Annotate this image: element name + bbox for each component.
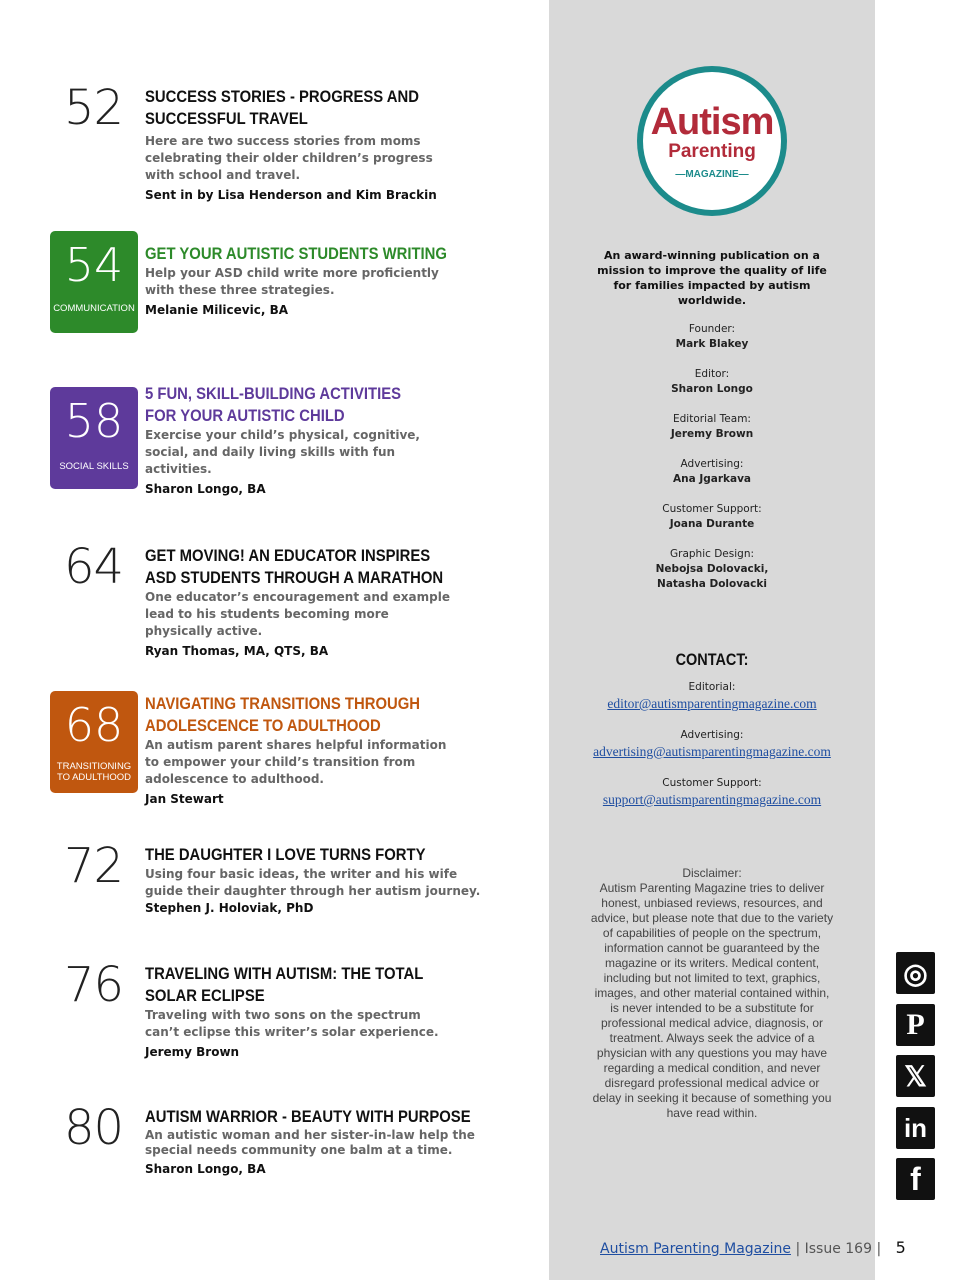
section-label: COMMUNICATION (53, 303, 135, 314)
toc-entry-68[interactable] (50, 691, 510, 811)
staff-editor (567, 367, 857, 397)
staff-role: Founder: (688, 323, 736, 335)
editorial-email-link[interactable]: editor@autismparentingmagazine.com (607, 696, 817, 711)
toc-entry-80[interactable] (50, 1100, 510, 1186)
page-number: 58 (64, 394, 124, 448)
staff-editorial-team (567, 412, 857, 442)
staff-name: Nebojsa Dolovacki, (655, 563, 769, 575)
pinterest-icon[interactable]: P (896, 1004, 935, 1046)
logo-word-parenting: Parenting (668, 141, 756, 162)
article-description: Using four basic ideas, the writer and his wife guide their daughter through her autism journey. (145, 867, 481, 898)
toc-entry-76[interactable] (50, 957, 510, 1067)
article-title[interactable]: THE DAUGHTER I LOVE TURNS FORTY (145, 846, 426, 864)
toc-entry-58[interactable] (50, 385, 510, 496)
staff-name: Mark Blakey (675, 338, 749, 350)
section-badge-communication (50, 231, 138, 333)
staff-name: Joana Durante (669, 518, 755, 530)
staff-graphic-design (567, 547, 857, 592)
page-number: 72 (64, 838, 124, 894)
footer-separator: | (795, 1241, 801, 1257)
section-badge-social-skills (50, 387, 138, 489)
article-title[interactable]: AUTISM WARRIOR - BEAUTY WITH PURPOSE (145, 1108, 471, 1126)
article-description: Here are two success stories from moms celebrating their older children’s progress with school and travel. (145, 134, 433, 182)
article-author: Sent in by Lisa Henderson and Kim Brackin (145, 188, 437, 202)
instagram-icon[interactable]: ◎ (896, 952, 935, 994)
article-author: Jan Stewart (145, 792, 224, 806)
section-label: TRANSITIONING TO ADULTHOOD (56, 761, 132, 783)
x-icon[interactable]: 𝕏 (896, 1055, 935, 1097)
magazine-logo[interactable] (637, 66, 787, 216)
article-description: One educator’s encouragement and example lead to his students becoming more physically active. (145, 590, 450, 638)
page-footer (600, 1238, 906, 1257)
toc-entry-54[interactable] (50, 231, 510, 335)
article-description: Exercise your child’s physical, cognitive, social, and daily living skills with fun activities. (145, 428, 420, 476)
article-author: Sharon Longo, BA (145, 1162, 266, 1176)
contact-label: Editorial: (688, 681, 736, 693)
article-description: Traveling with two sons on the spectrum can’t eclipse this writer’s solar experience. (145, 1008, 439, 1039)
contact-label: Advertising: (680, 729, 744, 741)
disclaimer-heading: Disclaimer: (682, 866, 742, 880)
staff-name: Ana Jgarkava (672, 473, 752, 485)
disclaimer-text: Autism Parenting Magazine tries to deliver honest, unbiased reviews, resources, and advice, but please note that due to the variety of capabilities of people on the spectrum, information cannot be guaranteed by the magazine or its writers. Medical content, including but not limited to text, graphics, images, and other material contained within, is never intended to be a substitute for professional medical advice, diagnosis, or treatment. Always seek the advice of a physician with any questions you may have regarding a medical condition, and never disregard professional medical advice or delay in seeking it because of something you have read within. (590, 881, 834, 1120)
toc-entry-52[interactable] (50, 80, 510, 206)
logo-word-autism: Autism (650, 101, 774, 143)
staff-role: Editorial Team: (673, 413, 751, 425)
staff-role: Editor: (694, 368, 730, 380)
page-number: 76 (64, 957, 124, 1013)
article-title[interactable]: 5 FUN, SKILL-BUILDING ACTIVITIES FOR YOUR AUTISTIC CHILD (145, 385, 402, 425)
issue-number: Issue 169 (804, 1241, 872, 1257)
footer-separator: | (876, 1241, 882, 1257)
mission-statement: An award-winning publication on a mission to improve the quality of life for families impacted by autism worldwide. (597, 249, 827, 307)
advertising-email-link[interactable]: advertising@autismparentingmagazine.com (593, 744, 831, 759)
article-author: Ryan Thomas, MA, QTS, BA (145, 644, 329, 658)
staff-advertising (567, 457, 857, 487)
article-author: Melanie Milicevic, BA (145, 303, 289, 317)
article-description: An autistic woman and her sister-in-law help the special needs community one balm at a time. (145, 1128, 475, 1157)
section-badge-transitioning (50, 691, 138, 793)
page-number: 80 (64, 1100, 124, 1156)
facebook-icon[interactable]: f (896, 1158, 935, 1200)
article-title[interactable]: GET YOUR AUTISTIC STUDENTS WRITING (145, 245, 447, 263)
contact-label: Customer Support: (662, 777, 762, 789)
article-title[interactable]: GET MOVING! AN EDUCATOR INSPIRES ASD STUDENTS THROUGH A MARATHON (145, 547, 444, 587)
page-number-footer: 5 (895, 1238, 906, 1257)
magazine-link[interactable]: Autism Parenting Magazine (600, 1241, 791, 1257)
contact-heading: CONTACT: (675, 650, 749, 669)
article-title[interactable]: SUCCESS STORIES - PROGRESS AND SUCCESSFUL TRAVEL (145, 88, 419, 128)
article-description: Help your ASD child write more proficiently with these three strategies. (145, 266, 439, 297)
article-description: An autism parent shares helpful information to empower your child’s transition from adolescence to adulthood. (145, 738, 447, 786)
toc-entry-72[interactable] (50, 838, 510, 924)
section-label: SOCIAL SKILLS (59, 461, 129, 472)
staff-founder (567, 322, 857, 352)
article-author: Sharon Longo, BA (145, 482, 266, 496)
disclaimer (590, 866, 834, 1121)
article-author: Stephen J. Holoviak, PhD (145, 901, 314, 915)
page-number: 68 (64, 698, 124, 752)
page-number: 54 (64, 238, 124, 292)
staff-name-2: Natasha Dolovacki (657, 578, 767, 590)
staff-role: Graphic Design: (669, 548, 755, 560)
staff-name: Jeremy Brown (670, 428, 754, 440)
article-author: Jeremy Brown (145, 1045, 240, 1059)
article-title[interactable]: NAVIGATING TRANSITIONS THROUGH ADOLESCENCE TO ADULTHOOD (145, 695, 421, 735)
linkedin-icon[interactable]: in (896, 1107, 935, 1149)
staff-name: Sharon Longo (671, 383, 753, 395)
logo-inner (643, 72, 781, 210)
toc-entry-64[interactable] (50, 539, 510, 658)
contact-editorial (567, 681, 857, 712)
page-number: 64 (64, 539, 124, 595)
logo-word-magazine: —MAGAZINE— (675, 169, 749, 180)
article-title[interactable]: TRAVELING WITH AUTISM: THE TOTAL SOLAR ECLIPSE (145, 965, 424, 1005)
contact-advertising (557, 729, 867, 760)
staff-role: Advertising: (680, 458, 744, 470)
staff-role: Customer Support: (662, 503, 762, 515)
page-number: 52 (64, 80, 124, 136)
staff-customer-support (567, 502, 857, 532)
support-email-link[interactable]: support@autismparentingmagazine.com (602, 792, 822, 807)
contact-customer-support (567, 777, 857, 808)
